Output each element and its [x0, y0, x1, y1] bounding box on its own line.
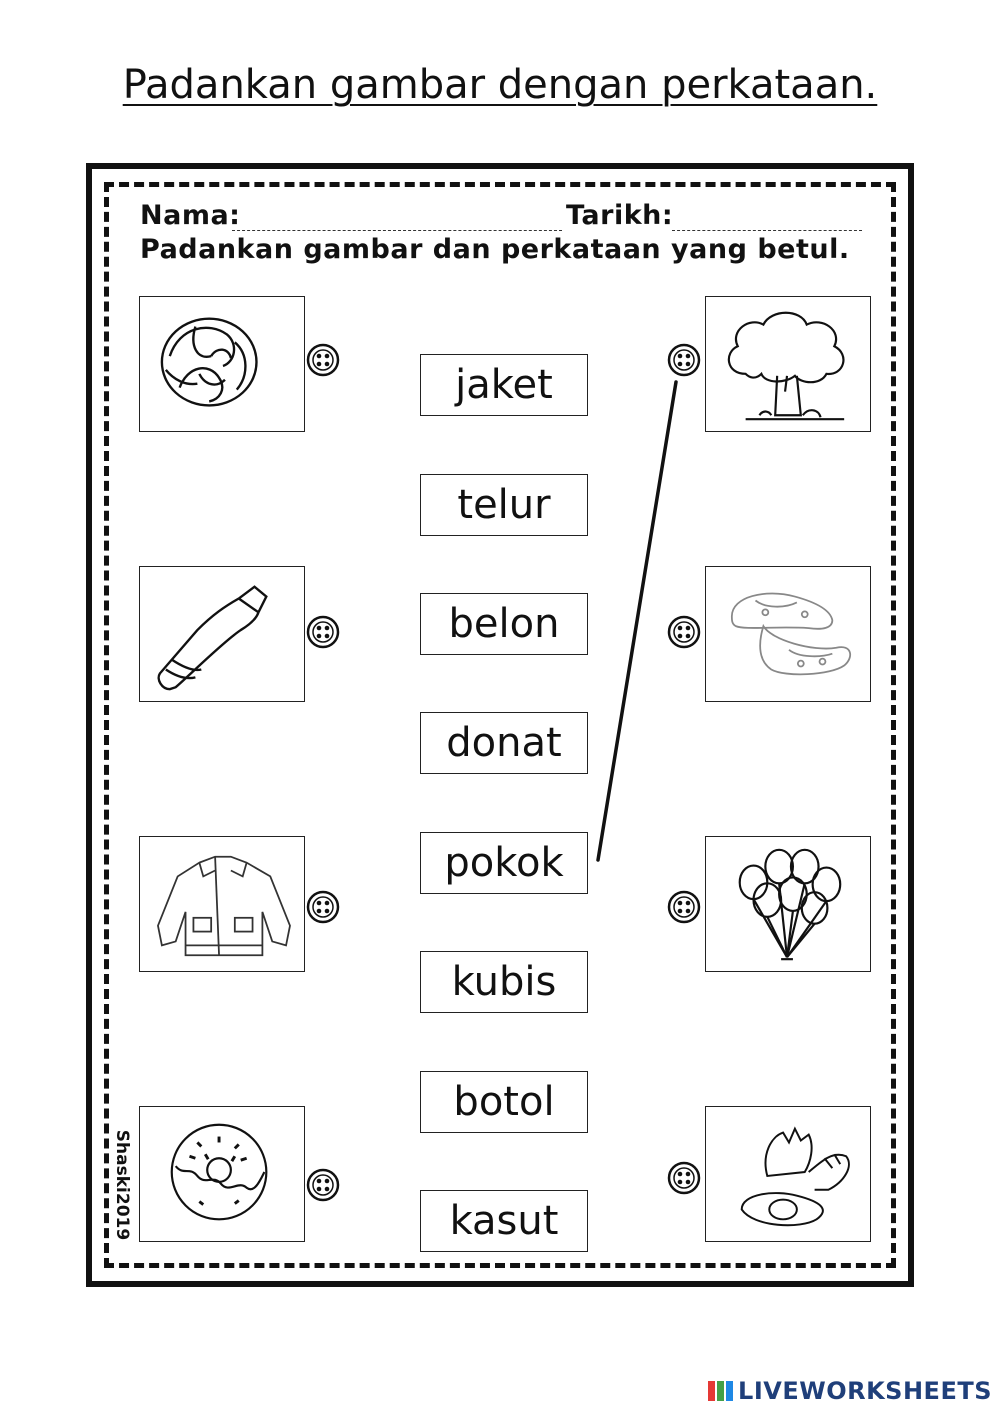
- tree-icon: [706, 297, 870, 431]
- logo-icon: [708, 1379, 734, 1403]
- date-blank: [672, 230, 862, 231]
- left-dot-3[interactable]: [305, 889, 341, 925]
- page-heading: Padankan gambar dengan perkataan.: [122, 62, 878, 108]
- right-dot-4[interactable]: [666, 1160, 702, 1196]
- word-box-5[interactable]: pokok: [420, 832, 588, 894]
- jacket-icon: [140, 837, 304, 971]
- picture-jacket: [139, 836, 305, 972]
- word-box-6[interactable]: kubis: [420, 951, 588, 1013]
- credit-text: Shaski2019: [112, 1129, 132, 1241]
- picture-balloons: [705, 836, 871, 972]
- right-dot-3[interactable]: [666, 889, 702, 925]
- right-dot-2[interactable]: [666, 614, 702, 650]
- name-label: Nama:: [140, 200, 241, 231]
- word-box-4[interactable]: donat: [420, 712, 588, 774]
- picture-shoes: [705, 566, 871, 702]
- egg-icon: [706, 1107, 870, 1241]
- picture-bottle: [139, 566, 305, 702]
- cabbage-icon: [140, 297, 304, 431]
- word-box-1[interactable]: jaket: [420, 354, 588, 416]
- shoes-icon: [706, 567, 870, 701]
- left-dot-4[interactable]: [305, 1167, 341, 1203]
- word-box-2[interactable]: telur: [420, 474, 588, 536]
- word-box-8[interactable]: kasut: [420, 1190, 588, 1252]
- name-blank: [232, 230, 562, 231]
- picture-tree: [705, 296, 871, 432]
- picture-egg: [705, 1106, 871, 1242]
- left-dot-1[interactable]: [305, 342, 341, 378]
- bottle-icon: [140, 567, 304, 701]
- picture-donut: [139, 1106, 305, 1242]
- right-dot-1[interactable]: [666, 342, 702, 378]
- word-box-7[interactable]: botol: [420, 1071, 588, 1133]
- liveworksheets-logo: [708, 1377, 992, 1405]
- date-label: Tarikh:: [566, 200, 674, 231]
- left-dot-2[interactable]: [305, 614, 341, 650]
- donut-icon: [140, 1107, 304, 1241]
- instruction-text: Padankan gambar dan perkataan yang betul.: [140, 234, 850, 265]
- picture-cabbage: [139, 296, 305, 432]
- brand-text: LIVEWORKSHEETS: [738, 1377, 992, 1405]
- balloons-icon: [706, 837, 870, 971]
- word-box-3[interactable]: belon: [420, 593, 588, 655]
